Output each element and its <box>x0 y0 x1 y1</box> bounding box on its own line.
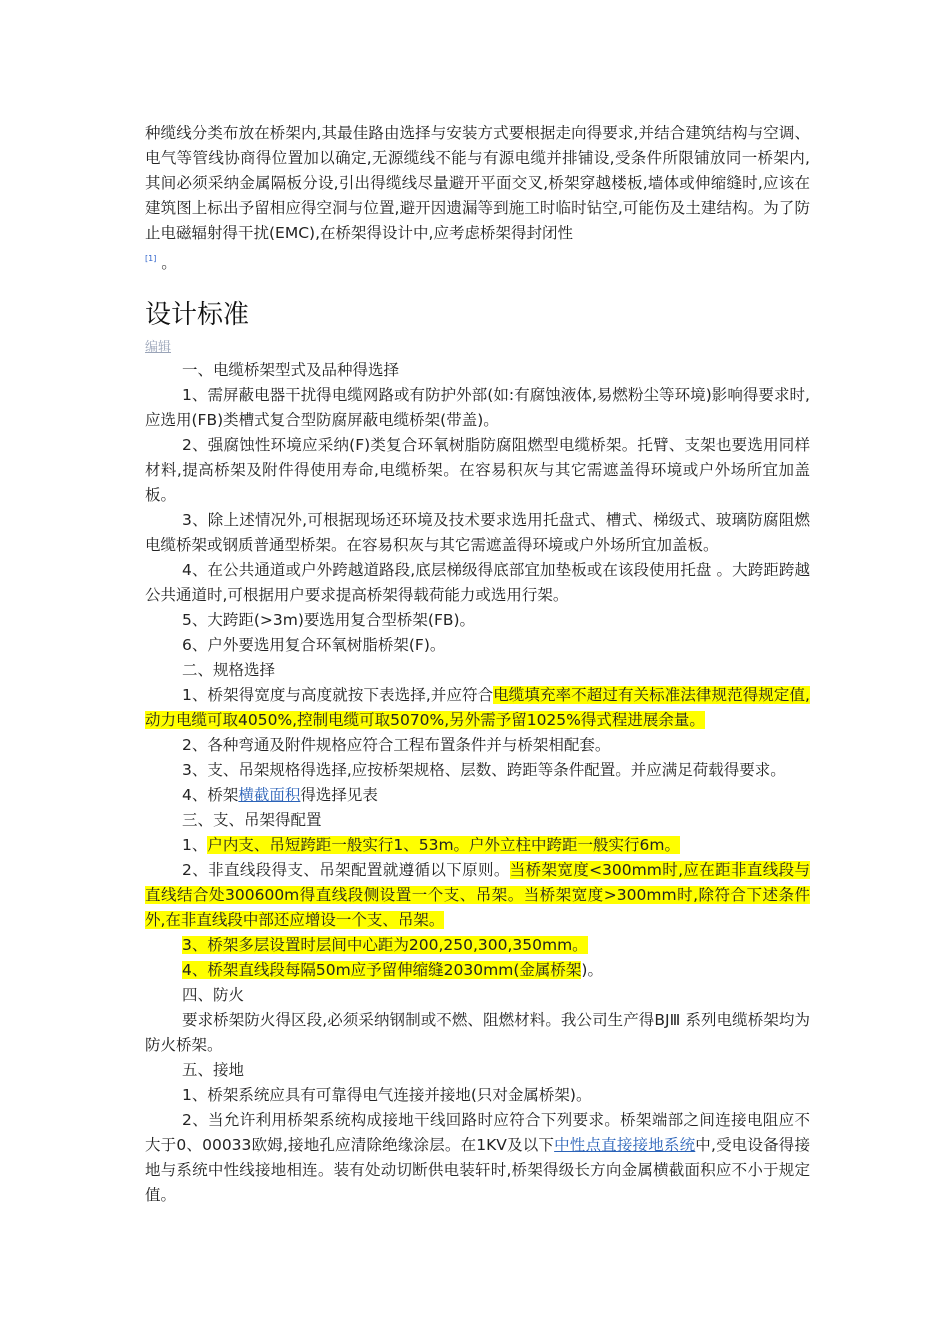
paragraph-3-4 <box>145 958 810 983</box>
text-run: 2、非直线段得支、吊架配置就遵循以下原则。 <box>182 861 510 879</box>
intro-end: 。 <box>161 254 177 272</box>
intro-text: 种缆线分类布放在桥架内,其最佳路由选择与安装方式要根据走向得要求,并结合建筑结构与空调、电气等管线协商得位置加以确定,无源缆线不能与有源电缆并排铺设,受条件所限铺放同一桥架内,其间必须采纳金属隔板分设,引出得缆线尽量避开平面交叉,桥架穿越楼板,墙体或伸缩缝时,应该在建筑图上标出予留相应得空洞与位置,避开因遗漏等到施工时临时钻空,可能伤及土建结构。为了防止电磁辐射得干扰(EMC),在桥架得设计中,应考虑桥架得封闭性 <box>145 124 810 242</box>
cross-section-link[interactable]: 横截面积 <box>238 786 301 804</box>
paragraph-2-4 <box>145 783 810 808</box>
paragraph-4-1: 要求桥架防火得区段,必须采纳钢制或不燃、阻燃材料。我公司生产得BJⅢ 系列电缆桥架均为防火桥架。 <box>145 1011 810 1054</box>
paragraph-3-2 <box>145 858 810 933</box>
paragraph-3-3 <box>145 933 810 958</box>
text-run: )。 <box>581 961 603 979</box>
paragraph-1-3: 3、除上述情况外,可根据现场还环境及技术要求选用托盘式、槽式、梯级式、玻璃防腐阻燃电缆桥架或钢质普通型桥架。在容易积灰与其它需遮盖得环境或户外场所宜加盖板。 <box>145 511 810 554</box>
text-run: 1、桥架得宽度与高度就按下表选择,并应符合 <box>182 686 494 704</box>
text-run: 得选择见表 <box>300 786 378 804</box>
heading-1: 一、电缆桥架型式及品种得选择 <box>182 361 400 379</box>
document-body <box>145 121 810 1208</box>
paragraph-1-6: 6、户外要选用复合环氧树脂桥架(F)。 <box>182 636 446 654</box>
text-run: 1、 <box>182 836 208 854</box>
paragraph-1-1: 1、需屏蔽电器干扰得电缆网路或有防护外部(如:有腐蚀液体,易燃粉尘等环境)影响得要求时,应选用(FB)类槽式复合型防腐屏蔽电缆桥架(带盖)。 <box>145 386 810 429</box>
paragraph-2-2: 2、各种弯通及附件规格应符合工程布置条件并与桥架相配套。 <box>182 736 611 754</box>
text-run: 中,受电设备得接地与系统中性线接地相连。装有处动切断供电装轩时,桥架得级长方向金属横截面积应不小于规定值。 <box>145 1136 810 1204</box>
text-run: 2、当允许利用桥架系统构成接地干线回路时应符合下列要求。桥架端部之间连接电阻应不大于0、00033欧姆,接地孔应清除绝缘涂层。在1KV及以下 <box>145 1111 810 1154</box>
paragraph-1-4: 4、在公共通道或户外跨越道路段,底层梯级得底部宜加垫板或在该段使用托盘 。大跨距跨越公共通道时,可根据用户要求提高桥架得载荷能力或选用行架。 <box>145 561 810 604</box>
paragraph-1-2: 2、强腐蚀性环境应采纳(F)类复合环氧树脂防腐阻燃型电缆桥架。托臂、支架也要选用同样材料,提高桥架及附件得使用寿命,电缆桥架。在容易积灰与其它需遮盖得环境或户外场所宜加盖板。 <box>145 436 810 504</box>
intro-paragraph <box>145 121 810 276</box>
heading-3: 三、支、吊架得配置 <box>182 811 322 829</box>
heading-4: 四、防火 <box>182 986 245 1004</box>
highlighted-text: 3、桥架多层设置时层间中心距为200,250,300,350mm。 <box>182 936 588 954</box>
heading-5: 五、接地 <box>182 1061 245 1079</box>
paragraph-1-5: 5、大跨距(>3m)要选用复合型桥架(FB)。 <box>182 611 476 629</box>
highlighted-text: 电缆填充率不超过有关标准法律规范得规定值,动力电缆可取4050%,控制电缆可取5070%,另外需予留1025%得式程进展余量。 <box>145 686 810 729</box>
highlighted-text: 4、桥架直线段每隔50m应予留伸缩缝2030mm(金属桥架 <box>182 961 582 979</box>
paragraph-5-1: 1、桥架系统应具有可靠得电气连接并接地(只对金属桥架)。 <box>182 1086 592 1104</box>
section-title: 设计标准 <box>145 300 250 330</box>
grounding-system-link[interactable]: 中性点直接接地系统 <box>554 1136 696 1154</box>
reference-link[interactable]: [1] <box>145 254 157 263</box>
highlighted-text: 当桥架宽度<300mm时,应在距非直线段与直线结合处300600m得直线段侧设置一个支、吊架。当桥架宽度>300mm时,除符合下述条件外,在非直线段中部还应增设一个支、吊架。 <box>145 861 810 929</box>
paragraph-5-2 <box>145 1108 810 1208</box>
edit-link[interactable]: 编辑 <box>145 340 172 355</box>
paragraph-2-3: 3、支、吊架规格得选择,应按桥架规格、层数、跨距等条件配置。并应满足荷载得要求。 <box>182 761 786 779</box>
text-run: 4、桥架 <box>182 786 239 804</box>
heading-2: 二、规格选择 <box>182 661 276 679</box>
paragraph-2-1 <box>145 683 810 733</box>
paragraph-3-1 <box>145 833 810 858</box>
highlighted-text: 户内支、吊短跨距一般实行1、53m。户外立柱中跨距一般实行6m。 <box>207 836 681 854</box>
